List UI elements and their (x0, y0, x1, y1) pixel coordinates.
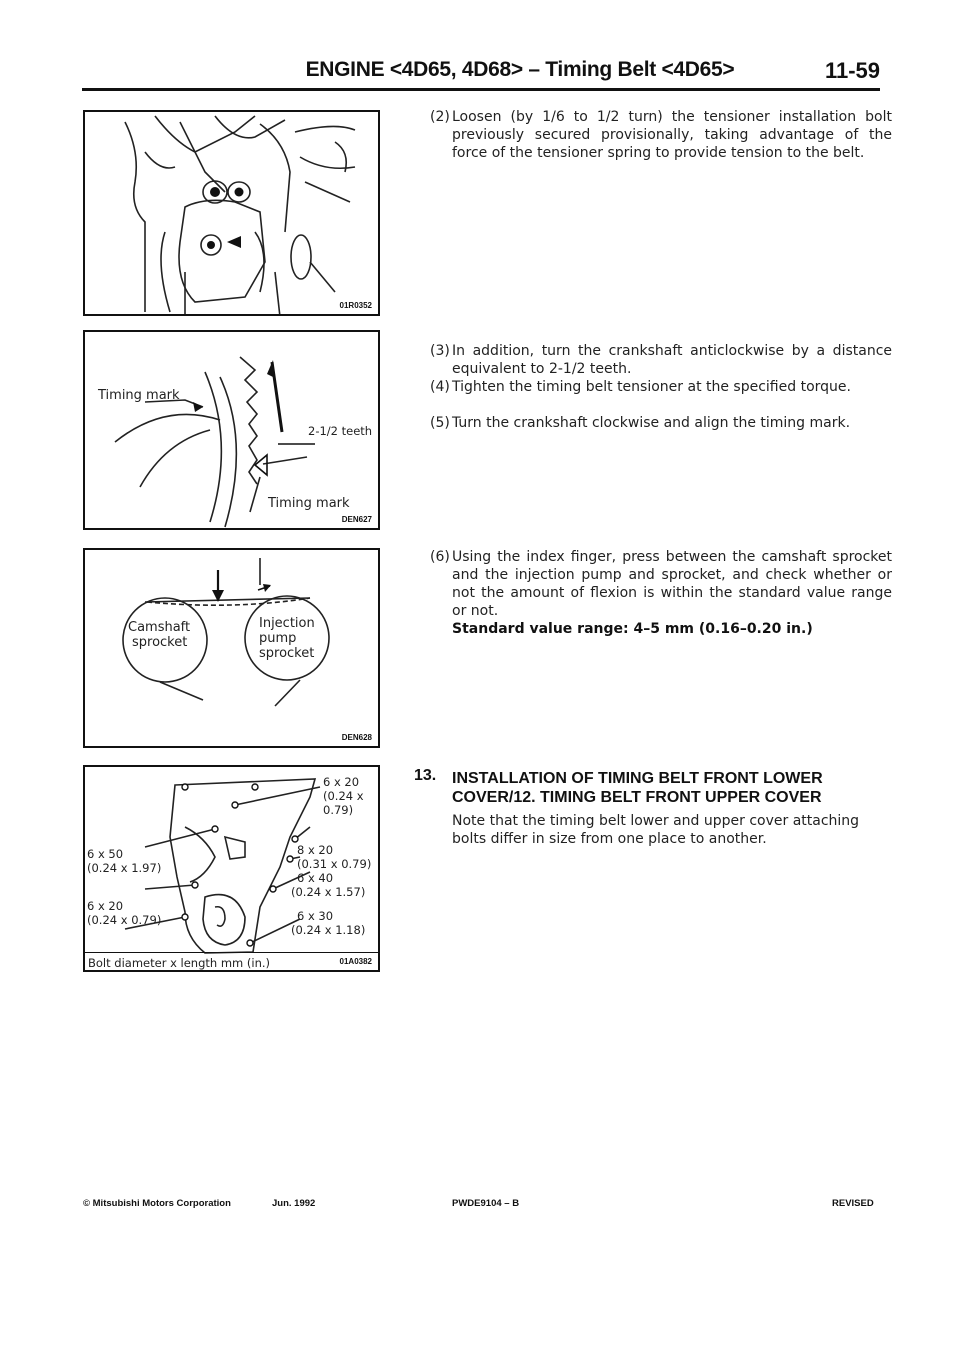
caption-divider (85, 952, 378, 953)
figure-code: 01R0352 (339, 301, 372, 310)
figure-code: DEN628 (341, 733, 372, 742)
label-teeth: 2-1/2 teeth (308, 424, 373, 438)
page-title: ENGINE <4D65, 4D68> – Timing Belt <4D65> (305, 58, 735, 81)
label-injection-1: Injection (259, 616, 315, 631)
step-number: (6) (430, 549, 450, 565)
step-text: In addition, turn the crankshaft anticlockwise by a distance equivalent to 2-1/2 teeth. (452, 343, 892, 377)
step-number: (5) (430, 415, 450, 431)
figure-code: 01A0382 (339, 957, 372, 966)
figure-cover-bolts (83, 765, 380, 972)
bolt-caption: Bolt diameter x length mm (in.) (88, 956, 271, 970)
figure-timing-mark (83, 330, 380, 530)
belt-flexion-drawing (85, 550, 380, 748)
figure-belt-flexion (83, 548, 380, 748)
bolt-b-size: 6 x 50 (87, 847, 124, 861)
footer-doc-code: PWDE9104 – B (452, 1198, 520, 1209)
bolt-f-size: 6 x 30 (297, 909, 334, 923)
figure-code: DEN627 (341, 515, 372, 524)
section-body: Note that the timing belt lower and upper cover attaching bolts differ in size from one place to another. (452, 813, 860, 847)
step-text: Loosen (by 1/6 to 1/2 turn) the tensioner installation bolt previously secured provisionally, taking advantage of the force of the tensioner spring to provide tension to the belt. (452, 109, 892, 161)
standard-value-range: Standard value range: 4–5 mm (0.16–0.20 in.) (452, 621, 813, 637)
bolt-b-inch: (0.24 x 1.97) (87, 861, 162, 875)
bolt-a-inch-1: (0.24 x (323, 789, 364, 803)
bolt-c-size: 8 x 20 (297, 843, 334, 857)
step-text: Tighten the timing belt tensioner at the specified torque. (452, 379, 851, 395)
bolt-a-inch-2: 0.79) (323, 803, 354, 817)
engine-tensioner-drawing (85, 112, 380, 316)
bolt-f-inch: (0.24 x 1.18) (291, 923, 366, 937)
footer-date: Jun. 1992 (272, 1198, 316, 1209)
page-number: 11-59 (824, 58, 880, 83)
section-title: INSTALLATION OF TIMING BELT FRONT LOWER COVER/12. TIMING BELT FRONT UPPER COVER (452, 770, 823, 806)
label-timing-mark-top: Timing mark (98, 388, 180, 403)
bolt-a-size: 6 x 20 (323, 775, 360, 789)
step-text: Using the index finger, press between the camshaft sprocket and the injection pump and sprocket, and check whether or not the amount of flexion is within the standard value range or not. (452, 549, 892, 619)
step-text: Turn the crankshaft clockwise and align the timing mark. (452, 415, 851, 431)
step-number: (4) (430, 379, 450, 395)
footer-copyright: © Mitsubishi Motors Corporation (83, 1198, 231, 1209)
footer-status: REVISED (832, 1198, 874, 1209)
section-number: 13. (414, 767, 437, 784)
label-injection-3: sprocket (259, 646, 315, 661)
step-number: (3) (430, 343, 450, 359)
label-injection-2: pump (259, 631, 297, 646)
label-timing-mark-bottom: Timing mark (268, 496, 350, 511)
header-rule (82, 88, 880, 91)
label-camshaft-2: sprocket (132, 635, 188, 650)
bolt-d-size: 6 x 40 (297, 871, 334, 885)
step-number: (2) (430, 109, 450, 125)
bolt-d-inch: (0.24 x 1.57) (291, 885, 366, 899)
bolt-e-size: 6 x 20 (87, 899, 124, 913)
label-camshaft-1: Camshaft (128, 620, 191, 635)
bolt-e-inch: (0.24 x 0.79) (87, 913, 162, 927)
bolt-c-inch: (0.31 x 0.79) (297, 857, 372, 871)
figure-engine-tensioner (83, 110, 380, 316)
